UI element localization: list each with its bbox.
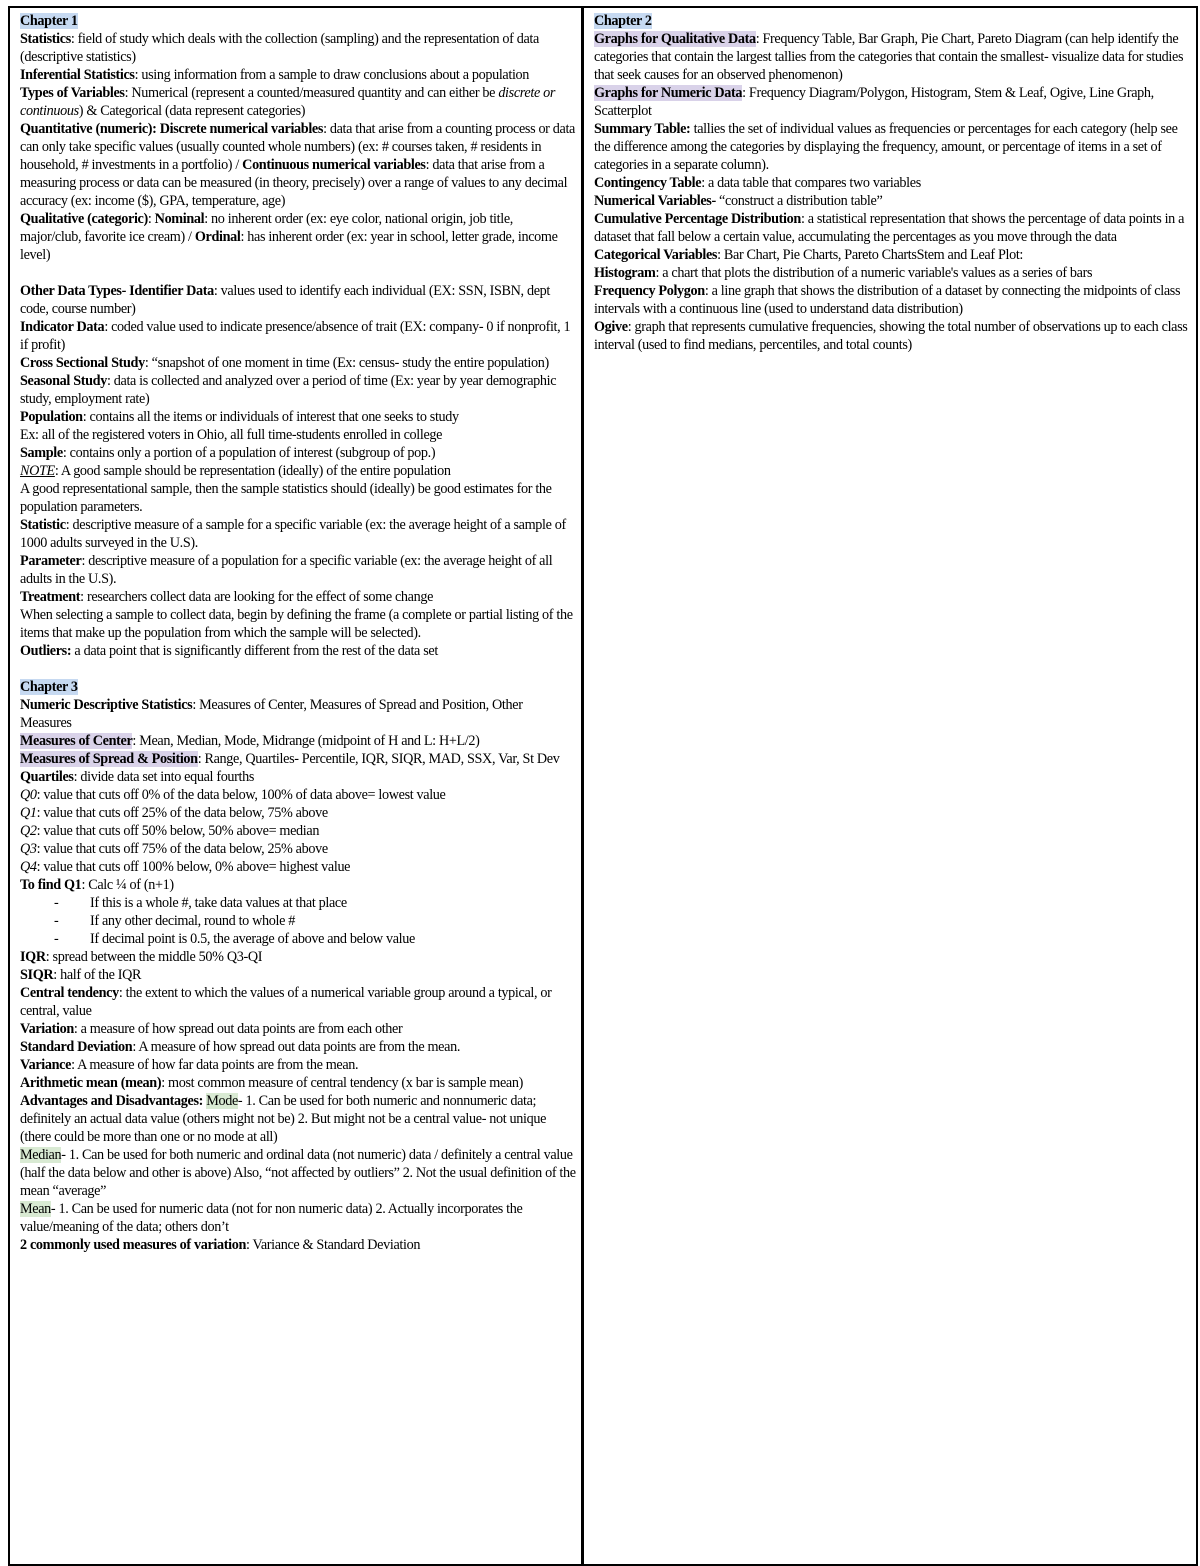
def-arithmetic-mean: Arithmetic mean (mean): most common measure of central tendency (x bar is sample mean) xyxy=(20,1075,523,1091)
def-std-dev: Standard Deviation: A measure of how spread out data points are from the mean. xyxy=(20,1039,461,1055)
def-graphs-qualitative: Graphs for Qualitative Data: Frequency Table, Bar Graph, Pie Chart, Pareto Diagram (can help identify the categories that contain the largest tallies from the categories that contain the smallest- visualize data for studies that seek causes for an observed phenomenon) xyxy=(594,31,1184,83)
quartile-q0: Q0: value that cuts off 0% of the data below, 100% of data above= lowest value xyxy=(20,787,446,803)
def-population: Population: contains all the items or individuals of interest that one seeks to study xyxy=(20,409,459,425)
def-cumulative-percentage: Cumulative Percentage Distribution: a statistical representation that shows the percentage of data points in a dataset that fall below a certain value, accumulating the percentages as you move through the data xyxy=(594,211,1185,245)
def-contingency-table: Contingency Table: a data table that compares two variables xyxy=(594,175,921,191)
def-variation: Variation: a measure of how spread out data points are from each other xyxy=(20,1021,403,1037)
chapter-1-heading: Chapter 1 xyxy=(20,13,78,29)
def-ogive: Ogive: graph that represents cumulative frequencies, showing the total number of observations up to each class interval (used to find medians, percentiles, and total counts) xyxy=(594,319,1188,353)
def-frequency-polygon: Frequency Polygon: a line graph that shows the distribution of a dataset by connecting the midpoints of class intervals with a continuous line (used to understand data distribution) xyxy=(594,283,1181,317)
def-statistics: Statistics: field of study which deals with the collection (sampling) and the representation of data (descriptive statistics) xyxy=(20,31,539,65)
quartile-q1: Q1: value that cuts off 25% of the data below, 75% above xyxy=(20,805,328,821)
list-item: - If decimal point is 0.5, the average of above and below value xyxy=(54,930,576,948)
chapter-2-heading: Chapter 2 xyxy=(594,13,652,29)
def-histogram: Histogram: a chart that plots the distribution of a numeric variable's values as a series of bars xyxy=(594,265,1093,281)
def-quantitative: Quantitative (numeric): Discrete numerical variables: data that arise from a counting process or data can only take specific values (usually counted whole numbers) (ex: # courses taken, # residents in household, # investments in a portfolio) / Continuous numerical variables: data that arise from a measuring process or data can be measured (in theory, precisely) over a range of values to any decimal accuracy (ex: income ($), GPA, temperature, age) xyxy=(20,121,575,209)
def-variance: Variance: A measure of how far data points are from the mean. xyxy=(20,1057,359,1073)
def-measures-variation: 2 commonly used measures of variation: Variance & Standard Deviation xyxy=(20,1237,421,1253)
def-numerical-variables: Numerical Variables- “construct a distribution table” xyxy=(594,193,883,209)
def-iqr: IQR: spread between the middle 50% Q3-QI xyxy=(20,949,263,965)
list-item: - If any other decimal, round to whole # xyxy=(54,912,576,930)
quartile-q3: Q3: value that cuts off 75% of the data below, 25% above xyxy=(20,841,328,857)
adv-mean: Mean- 1. Can be used for numeric data (not for non numeric data) 2. Actually incorporates the value/meaning of the data; others don’t xyxy=(20,1201,523,1235)
def-outliers: Outliers: a data point that is significantly different from the rest of the data set xyxy=(20,643,438,659)
right-column xyxy=(594,12,1191,354)
chapter-3-heading: Chapter 3 xyxy=(20,679,78,695)
def-types-of-variables: Types of Variables: Numerical (represent a counted/measured quantity and can either be discrete or continuous) & Categorical (data represent categories) xyxy=(20,85,556,119)
def-seasonal: Seasonal Study: data is collected and analyzed over a period of time (Ex: year by year demographic study, employment rate) xyxy=(20,373,557,407)
frame-text: When selecting a sample to collect data, begin by defining the frame (a complete or partial listing of the items that make up the population from which the sample will be selected). xyxy=(20,607,573,641)
def-quartiles: Quartiles: divide data set into equal fourths xyxy=(20,769,255,785)
def-graphs-numeric: Graphs for Numeric Data: Frequency Diagram/Polygon, Histogram, Stem & Leaf, Ogive, Line Graph, Scatterplot xyxy=(594,85,1154,119)
def-qualitative: Qualitative (categoric): Nominal: no inherent order (ex: eye color, national origin, job title, major/club, favorite ice cream) / Ordinal: has inherent order (ex: year in school, letter grade, income level) xyxy=(20,211,558,263)
def-measures-spread: Measures of Spread & Position: Range, Quartiles- Percentile, IQR, SIQR, MAD, SSX, Var, St Dev xyxy=(20,751,560,767)
list-item: - If this is a whole #, take data values at that place xyxy=(54,894,576,912)
good-sample-text: A good representational sample, then the sample statistics should (ideally) be good estimates for the population parameters. xyxy=(20,481,552,515)
column-divider xyxy=(581,6,584,1566)
quartile-q2: Q2: value that cuts off 50% below, 50% above= median xyxy=(20,823,320,839)
find-q1: To find Q1: Calc ¼ of (n+1) xyxy=(20,877,174,893)
find-q1-steps xyxy=(20,894,576,948)
quartile-q4: Q4: value that cuts off 100% below, 0% above= highest value xyxy=(20,859,351,875)
def-numeric-descriptive: Numeric Descriptive Statistics: Measures of Center, Measures of Spread and Position, Other Measures xyxy=(20,697,523,731)
adv-mode: Advantages and Disadvantages: Mode- 1. Can be used for both numeric and nonnumeric data; definitely an actual data value (others might not be) 2. But might not be a central value- not unique (there could be more than one or no mode at all) xyxy=(20,1093,547,1145)
def-categorical-variables: Categorical Variables: Bar Chart, Pie Charts, Pareto ChartsStem and Leaf Plot: xyxy=(594,247,1024,263)
population-example: Ex: all of the registered voters in Ohio, all full time-students enrolled in college xyxy=(20,427,443,443)
def-central-tendency: Central tendency: the extent to which the values of a numerical variable group around a typical, or central, value xyxy=(20,985,552,1019)
left-column xyxy=(20,12,576,1254)
def-siqr: SIQR: half of the IQR xyxy=(20,967,142,983)
def-sample: Sample: contains only a portion of a population of interest (subgroup of pop.) xyxy=(20,445,436,461)
def-cross-sectional: Cross Sectional Study: “snapshot of one moment in time (Ex: census- study the entire population) xyxy=(20,355,549,371)
def-other-data-types: Other Data Types- Identifier Data: values used to identify each individual (EX: SSN, ISBN, dept code, course number) xyxy=(20,283,550,317)
def-indicator: Indicator Data: coded value used to indicate presence/absence of trait (EX: company- 0 if nonprofit, 1 if profit) xyxy=(20,319,571,353)
def-summary-table: Summary Table: tallies the set of individual values as frequencies or percentages for each category (help see the difference among the categories by displaying the frequency, amount, or percentage of items in a set of categories in a separate column). xyxy=(594,121,1178,173)
adv-median: Median- 1. Can be used for both numeric and ordinal data (not numeric) data / definitely a central value (half the data below and other is above) Also, “not affected by outliers” 2. Not the usual definition of the mean “average” xyxy=(20,1147,576,1199)
note: NOTE: A good sample should be representation (ideally) of the entire population xyxy=(20,463,451,479)
def-statistic: Statistic: descriptive measure of a sample for a specific variable (ex: the average height of a sample of 1000 adults surveyed in the U.S). xyxy=(20,517,566,551)
def-inferential: Inferential Statistics: using information from a sample to draw conclusions about a population xyxy=(20,67,530,83)
def-parameter: Parameter: descriptive measure of a population for a specific variable (ex: the average height of all adults in the U.S). xyxy=(20,553,553,587)
def-measures-center: Measures of Center: Mean, Median, Mode, Midrange (midpoint of H and L: H+L/2) xyxy=(20,733,480,749)
def-treatment: Treatment: researchers collect data are looking for the effect of some change xyxy=(20,589,434,605)
